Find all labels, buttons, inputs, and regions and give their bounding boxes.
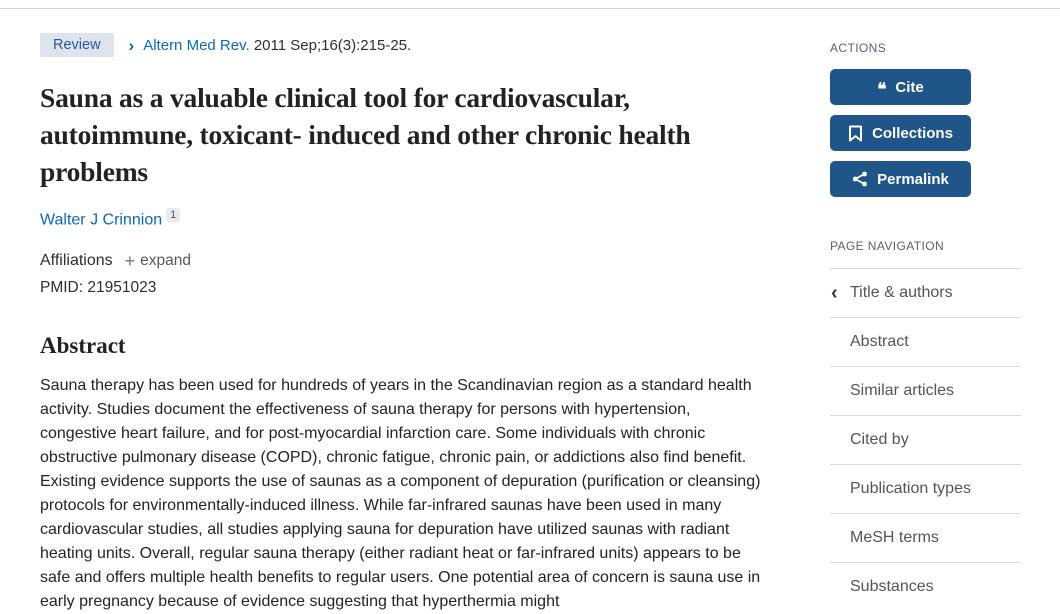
permalink-button-label: Permalink [877,170,949,188]
affiliations-row [40,252,770,270]
nav-item-mesh-terms[interactable] [830,513,1021,562]
publication-type-badge: Review [40,33,114,57]
page-navigation-list [830,268,1021,611]
page-navigation-section-label: PAGE NAVIGATION [830,239,945,253]
nav-item-similar-articles[interactable] [830,366,1021,415]
nav-item-label: Cited by [850,431,909,448]
nav-item-label: Abstract [850,333,909,350]
citation-details: 2011 Sep;16(3):215-25. [253,36,412,54]
author-affiliation-superscript: 1 [166,208,180,222]
cite-button-label: Cite [895,78,924,96]
chevron-right-icon: › [128,35,135,55]
cite-button[interactable]: ❝ Cite [830,69,971,105]
nav-item-title-authors[interactable] [830,268,1021,317]
chevron-left-icon: ‹ [831,282,838,304]
collections-button[interactable] [830,115,971,151]
expand-label: expand [140,252,192,270]
nav-item-cited-by[interactable] [830,415,1021,464]
nav-item-publication-types[interactable] [830,464,1021,513]
nav-item-label: MeSH terms [850,529,939,546]
top-divider [0,8,1060,9]
expand-affiliations-button[interactable] [125,252,191,270]
nav-item-label: Substances [850,578,934,595]
nav-item-abstract[interactable] [830,317,1021,366]
page-title: Sauna as a valuable clinical tool for cardiovascular, autoimmune, toxicant- induced and other chronic health problems [40,82,691,187]
plus-icon: + [124,251,136,272]
actions-section-label: ACTIONS [830,41,887,55]
author-row [40,208,770,229]
bookmark-icon [848,125,863,142]
affiliations-label: Affiliations [40,252,113,270]
collections-button-label: Collections [872,124,953,142]
abstract-text: Sauna therapy has been used for hundreds of years in the Scandinavian region as a standard health activity. Studies document the effectiveness of sauna therapy for persons with hypertension, congestive heart failure, and for post-myocardial infarction care. Some individuals with chronic obstructive pulmonary disease (COPD), chronic fatigue, chronic pain, or addictions also find benefit. Existing evidence supports the use of saunas as a component of depuration (purification or cleansing) protocols for environmentally-induced illness. While far-infrared saunas have been used in many cardiovascular studies, all studies applying sauna for depuration have utilized saunas with radiant heating units. Overall, regular sauna therapy (either radiant heat or far-infrared units) appears to be safe and offers multiple health benefits to regular users. One potential area of concern is sauna use in early pregnancy because of evidence suggesting that hyperthermia might [40,377,761,611]
pmid: PMID: 21951023 [40,279,157,297]
abstract-heading: Abstract [40,333,126,359]
share-icon [852,171,868,187]
author-link[interactable]: Walter J Crinnion [40,211,163,229]
journal-link[interactable]: Altern Med Rev. [143,36,250,54]
actions-buttons [830,69,971,197]
nav-item-substances[interactable] [830,562,1021,611]
nav-item-label: Similar articles [850,382,955,399]
breadcrumb [40,33,770,57]
nav-item-label: Title & authors [850,284,953,301]
article-main [40,33,770,614]
nav-item-label: Publication types [850,480,971,497]
permalink-button[interactable] [830,161,971,197]
